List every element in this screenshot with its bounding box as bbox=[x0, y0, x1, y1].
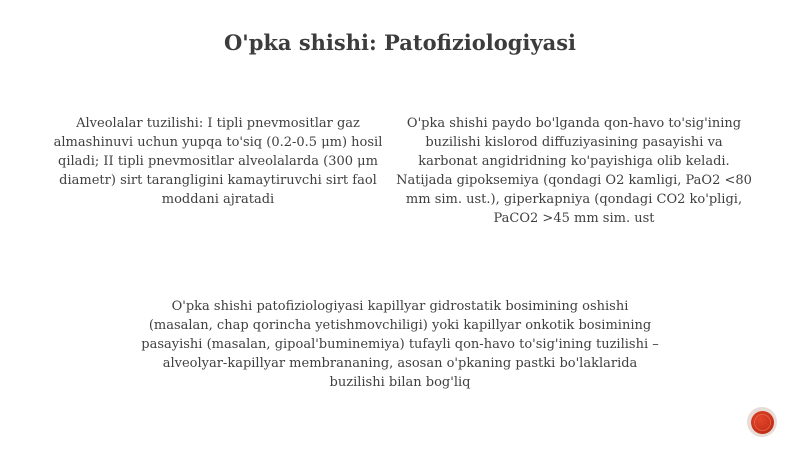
next-slide-button[interactable] bbox=[747, 407, 777, 437]
alveoli-structure-text: Alveolalar tuzilishi: I tipli pnevmositlar gaz almashinuvi uchun yupqa to'siq (0.2-0.5 μm) hosil qiladi; II tipli pnevmositlar alveolalarda (300 μm diametr) sirt tarangligini kamaytiruvchi sirt faol moddani ajratadi bbox=[53, 116, 383, 207]
slide-title: O'pka shishi: Patofiziologiyasi bbox=[223, 30, 577, 55]
pathophysiology-summary-text: O'pka shishi patofiziologiyasi kapillyar gidrostatik bosimining oshishi (masalan, chap qorincha yetishmovchiligi) yoki kapillyar onkotik bosimining pasayishi (masalan, gipoal'buminemiya) tufayli qon-havo to'sig'ining tuzilishi – alveolyar-kapillyar membrananing, asosan o'pkaning pastki bo'laklarida buzilishi bilan bog'liq bbox=[141, 299, 659, 390]
barrier-disruption-text: O'pka shishi paydo bo'lganda qon-havo to'sig'ining buzilishi kislorod diffuziyasining pasayishi va karbonat angidridning ko'payishiga olib keladi. Natijada gipoksemiya (qondagi O2 kamligi, PaO2 <80 mm sim. ust.), giperkapniya (qondagi CO2 ko'pligi, PaCO2 >45 mm sim. ust bbox=[396, 116, 752, 226]
next-slide-icon bbox=[751, 411, 774, 434]
